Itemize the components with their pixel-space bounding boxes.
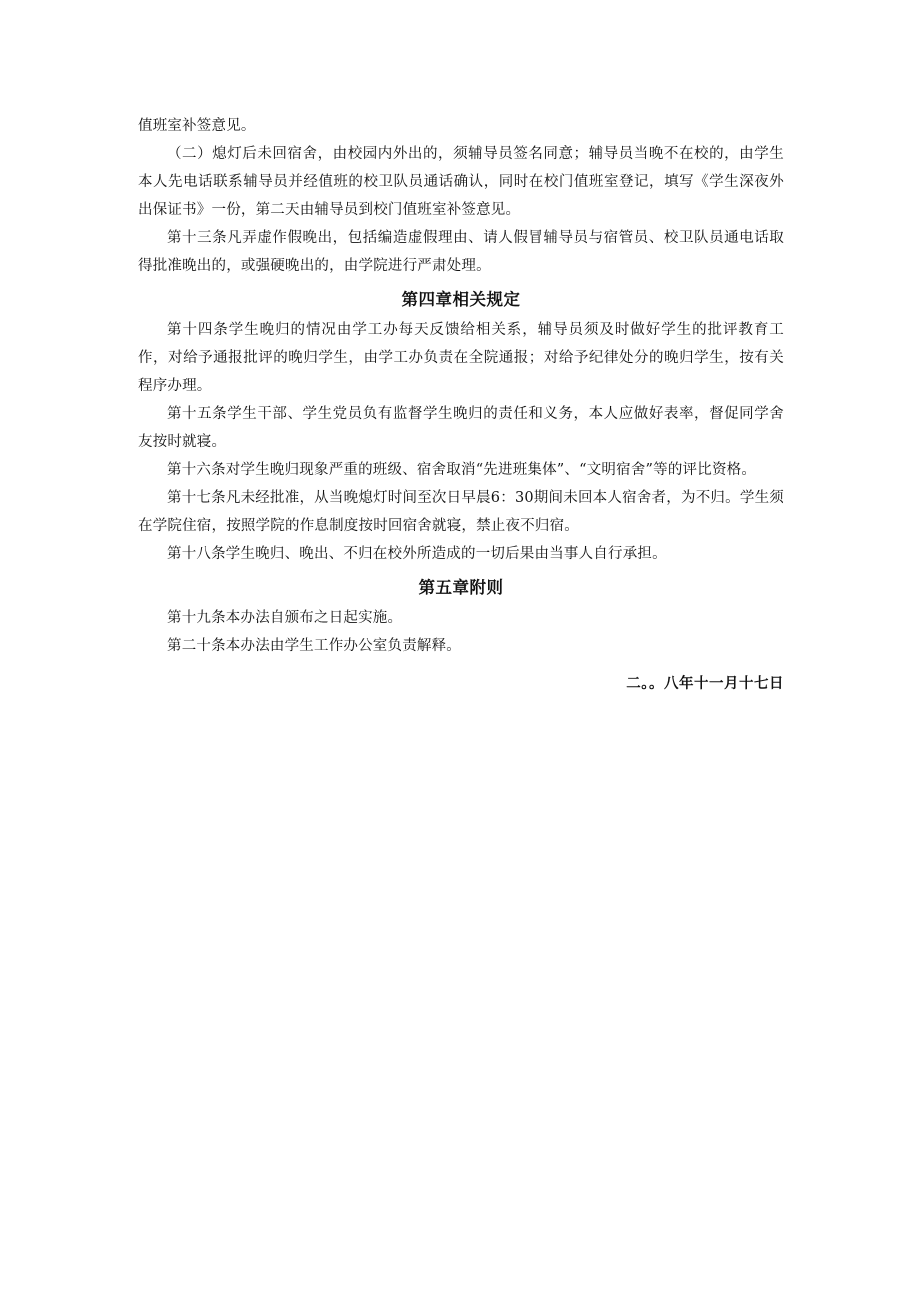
paragraph-article-14: 第十四条学生晚归的情况由学工办每天反馈给相关系，辅导员须及时做好学生的批评教育工作，对给予通报批评的晚归学生，由学工办负责在全院通报；对给予纪律处分的晚归学生，按有关程序办理。 — [138, 322, 784, 394]
paragraph-article-17: 第十七条凡未经批准，从当晚熄灯时间至次日早晨6：30期间未回本人宿舍者，为不归。学生须在学院住宿，按照学院的作息制度按时回宿舍就寝，禁止夜不归宿。 — [138, 490, 784, 534]
paragraph-article-16: 第十六条对学生晚归现象严重的班级、宿舍取消“先进班集体”、“文明宿舍”等的评比资格。 — [167, 462, 757, 478]
chapter-4-title: 第四章相关规定 — [401, 290, 521, 309]
document-date: 二。。八年十一月十七日 — [626, 675, 784, 692]
paragraph-article-15: 第十五条学生干部、学生党员负有监督学生晚归的责任和义务，本人应做好表率，督促同学舍友按时就寝。 — [138, 406, 784, 450]
paragraph-item-2: （二）熄灯后未回宿舍，由校园内外出的，须辅导员签名同意；辅导员当晚不在校的，由学生本人先电话联系辅导员并经值班的校卫队员通话确认，同时在校门值班室登记，填写《学生深夜外出保证书》一份，第二天由辅导员到校门值班室补签意见。 — [138, 146, 784, 218]
chapter-5-title: 第五章附则 — [418, 578, 504, 597]
paragraph-article-13: 第十三条凡弄虚作假晚出，包括编造虚假理由、请人假冒辅导员与宿管员、校卫队员通电话取得批准晚出的，或强硬晚出的，由学院进行严肃处理。 — [138, 230, 784, 274]
paragraph-article-20: 第二十条本办法由学生工作办公室负责解释。 — [167, 638, 461, 654]
document-page — [138, 112, 784, 698]
paragraph-article-18: 第十八条学生晚归、晚出、不归在校外所造成的一切后果由当事人自行承担。 — [167, 546, 667, 562]
paragraph-continuation: 值班室补签意见。 — [138, 118, 256, 134]
paragraph-article-19: 第十九条本办法自颁布之日起实施。 — [167, 610, 403, 626]
